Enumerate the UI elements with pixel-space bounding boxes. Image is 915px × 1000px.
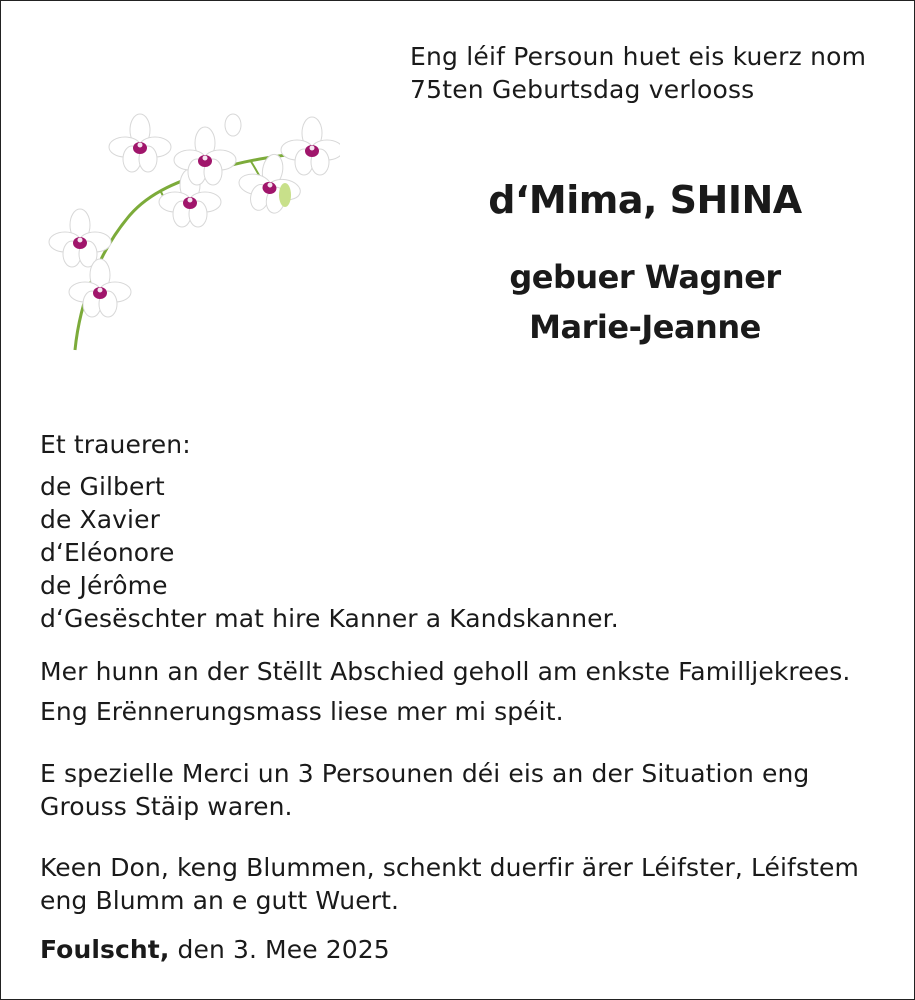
date: den 3. Mee 2025 [169,935,390,964]
maiden-line: gebuer Wagner [509,258,781,296]
farewell-line: Eng Erënnerungsmass liese mer mi spéit. [40,697,564,726]
thanks-text [40,757,890,823]
orchid-bloom [69,259,131,317]
orchid-bloom [281,117,340,175]
intro-text [410,40,866,106]
mourner-item: de Jérôme [40,571,168,600]
mourner-item: d‘Eléonore [40,538,175,567]
deceased-name: d‘Mima, SHINA [488,178,802,222]
place-date [40,933,890,966]
place: Foulscht, [40,935,170,964]
thanks-line: Grouss Stäip waren. [40,792,293,821]
orchid-bud [225,114,241,136]
orchid-flower-illustration [40,100,340,360]
mourner-item: d‘Gesëschter mat hire Kanner a Kandskanner. [40,604,619,633]
intro-line: Eng léif Persoun huet eis kuerz nom [410,42,867,71]
donation-line: eng Blumm an e gutt Wuert. [40,886,400,915]
mourners-heading: Et traueren: [40,430,191,459]
farewell-line: Mer hunn an der Stëllt Abschied geholl am enkste Familljekrees. [40,657,851,686]
mourner-item: de Gilbert [40,472,165,501]
donation-line: Keen Don, keng Blummen, schenkt duerfir ärer Léifster, Léifstem [40,853,859,882]
intro-line: 75ten Geburtsdag verlooss [410,75,755,104]
donation-text [40,851,890,917]
farewell-text [40,652,890,732]
maiden-line: Marie-Jeanne [529,308,761,346]
thanks-line: E spezielle Merci un 3 Persounen déi eis an der Situation eng [40,759,810,788]
orchid-bloom [109,114,171,172]
mourner-item: de Xavier [40,505,160,534]
mourners-list [40,470,890,635]
orchid-bud [279,183,291,207]
deceased-maiden-name [460,252,830,352]
